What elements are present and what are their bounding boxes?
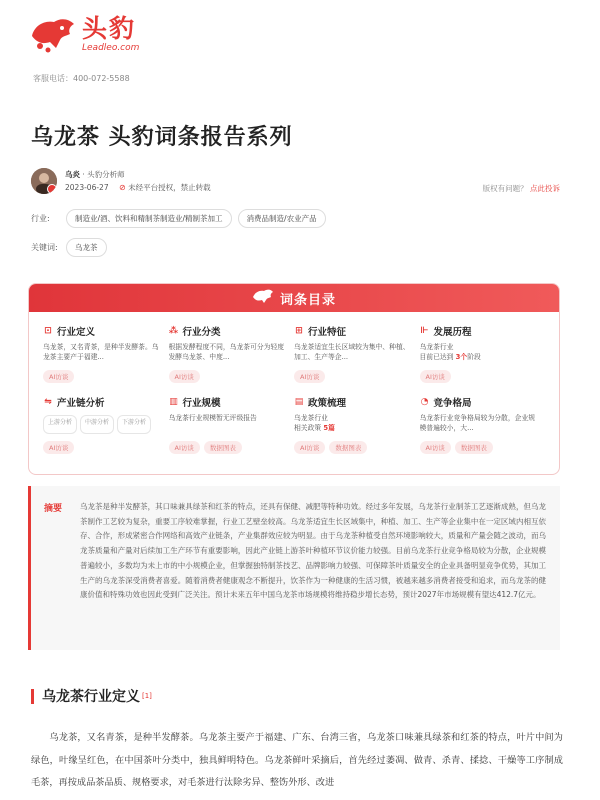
downstream-button[interactable]: 下游分析 — [117, 415, 151, 434]
catalog-item-desc: 乌龙茶行业竞争格局较为分散，企业规模普遍较小，大... — [419, 414, 536, 432]
ai-interview-button[interactable]: AI访谈 — [169, 370, 200, 383]
desc-text: 乌龙茶行业 — [419, 343, 454, 351]
desc-text: 乌龙茶行业 — [294, 414, 328, 422]
features-icon: ⊞ — [295, 326, 303, 336]
leopard-icon — [252, 288, 274, 308]
copyright-report — [483, 183, 560, 194]
definition-icon: ⊡ — [44, 326, 52, 336]
summary-label: 摘要 — [44, 504, 63, 514]
desc-text: 目前已达到 — [419, 353, 456, 361]
data-chart-button[interactable]: 数据图表 — [455, 441, 493, 454]
ai-interview-button[interactable]: AI访谈 — [43, 441, 74, 454]
catalog-item-scale[interactable] — [169, 395, 295, 454]
leopard-logo-icon — [28, 14, 78, 54]
catalog-item-label: 产业链分析 — [57, 398, 105, 409]
catalog-item-desc: 乌龙茶适宜生长区域较为集中、种植、加工、生产等企... — [294, 343, 410, 361]
catalog-item-label: 发展历程 — [433, 327, 472, 338]
avatar[interactable] — [31, 168, 57, 194]
catalog-item-label: 行业分类 — [182, 327, 221, 338]
catalog-item-label: 竞争格局 — [433, 398, 472, 409]
logo[interactable] — [28, 14, 139, 54]
catalog-item-history[interactable] — [420, 324, 546, 383]
page-title: 乌龙茶 头豹词条报告系列 — [31, 125, 293, 150]
midstream-button[interactable]: 中游分析 — [80, 415, 114, 434]
scale-icon: ▥ — [169, 397, 178, 407]
author-name[interactable]: 乌炎 — [65, 170, 80, 179]
catalog-item-label: 政策梳理 — [308, 398, 347, 409]
report-link[interactable]: 点此投诉 — [530, 184, 560, 193]
history-icon: ⊩ — [420, 326, 429, 336]
catalog-item-label: 行业特征 — [308, 327, 347, 338]
desc-text: 阶段 — [467, 353, 481, 361]
industry-tag[interactable]: 消费品制造/农业产品 — [238, 209, 326, 228]
stage-count: 3个 — [455, 353, 468, 361]
site-header — [28, 14, 139, 54]
keyword-row — [31, 238, 113, 257]
customer-hotline: 客服电话：400-072-5588 — [33, 74, 130, 83]
section-accent-bar — [31, 689, 34, 704]
data-chart-button[interactable]: 数据图表 — [329, 441, 367, 454]
catalog-panel — [28, 283, 560, 475]
section-title: 乌龙茶行业定义 — [42, 689, 140, 705]
keyword-tag[interactable]: 乌龙茶 — [66, 238, 107, 257]
publish-date: 2023-06-27 — [65, 183, 109, 192]
author-role: · 头豹分析师 — [82, 170, 125, 179]
industry-row — [31, 209, 332, 228]
catalog-item-chain[interactable] — [43, 395, 169, 454]
keyword-label: 关键词: — [31, 243, 58, 252]
summary-box — [28, 486, 560, 650]
catalog-title: 词条目录 — [279, 292, 336, 308]
ai-interview-button[interactable]: AI访谈 — [43, 370, 74, 383]
report-question: 版权有问题？ — [482, 184, 528, 193]
policy-count: 5篇 — [323, 424, 335, 432]
copyright-notice: 未经平台授权，禁止转载 — [128, 183, 211, 192]
ai-interview-button[interactable]: AI访谈 — [294, 370, 325, 383]
section-heading — [31, 686, 152, 706]
catalog-item-desc — [294, 413, 412, 434]
catalog-header — [29, 284, 559, 312]
logo-url: Leadleo.com — [82, 42, 140, 53]
ai-interview-button[interactable]: AI访谈 — [420, 370, 451, 383]
catalog-item-competition[interactable] — [420, 395, 546, 454]
catalog-item-definition[interactable] — [43, 324, 169, 383]
summary-text: 乌龙茶是种半发酵茶，其口味兼具绿茶和红茶的特点，还具有保健、减肥等特种功效。经过多年发展，乌龙茶行业制茶工艺逐渐成熟，但乌龙茶制作工艺较为复杂，重要工序较难掌握，行业工艺壁垒较高。乌龙茶适宜生长区域集中，种植、加工、生产等企业集中在一定区域内相互依存、合作，形成紧密合作网络和高效产业链条，产业集群效应较为明显。由于乌龙茶种植受自然环境影响较大，质量和产量会随之波动，而乌龙茶质量和产量对后续加工生产环节有重要影响，因此产业链上游茶叶种植环节议价能力较强。目前乌龙茶行业竞争格局较为分散，企业规模普遍较小，多数均为未上市的中小规模企业，但掌握独特制茶技艺、品牌影响力较强、可保障茶叶质量安全的企业具备明显竞争优势，其加工生产的乌龙茶深受消费者喜爱。随着消费者健康观念不断提升，饮茶作为一种健康的生活习惯，被越来越多消费者接受和追求，而乌龙茶的健康价值和特殊功效也因此受到广泛关注。预计未来五年中国乌龙茶市场规模将维持稳步增长态势，预计2027年市场规模有望达412.7亿元。 — [80, 502, 546, 600]
upstream-button[interactable]: 上游分析 — [43, 415, 77, 434]
catalog-item-desc: 乌龙茶行业规模暂无评级报告 — [168, 414, 257, 422]
catalog-item-policy[interactable] — [294, 395, 420, 454]
catalog-item-desc: 根据发酵程度不同，乌龙茶可分为轻度发酵乌龙茶、中度... — [168, 343, 285, 361]
competition-icon: ◔ — [420, 397, 429, 407]
ai-interview-button[interactable]: AI访谈 — [169, 441, 200, 454]
industry-label: 行业: — [31, 214, 50, 223]
author-block — [31, 168, 211, 194]
verified-badge-icon — [47, 184, 57, 194]
policy-icon: ▤ — [294, 397, 304, 407]
catalog-item-desc — [420, 342, 538, 363]
data-chart-button[interactable]: 数据图表 — [204, 441, 242, 454]
catalog-item-desc: 乌龙茶，又名青茶，是种半发酵茶。乌龙茶主要产于福建... — [43, 343, 159, 361]
prohibited-icon: ⊘ — [118, 183, 126, 192]
classification-icon: ⁂ — [168, 326, 179, 336]
catalog-item-label: 行业定义 — [57, 327, 96, 338]
chain-icon: ⇋ — [44, 397, 52, 407]
ai-interview-button[interactable]: AI访谈 — [294, 441, 325, 454]
section-body: 乌龙茶，又名青茶，是种半发酵茶。乌龙茶主要产于福建、广东、台湾三省，乌龙茶口味兼具绿茶和红茶的特点，叶片中间为绿色，叶缘呈红色，在中国茶叶分类中，独具鲜明特色。乌龙茶鲜叶采摘后，首先经过萎凋、做青、杀青、揉捻、干燥等工序制成毛茶，再按成品茶品质、规格要求，对毛茶进行汰除劣异、整饬外形、改进 — [31, 732, 563, 788]
desc-text: 相关政策 — [294, 424, 324, 432]
catalog-item-label: 行业规模 — [182, 398, 221, 409]
logo-text: 头豹 — [82, 13, 137, 43]
reference-link[interactable]: [1] — [142, 692, 152, 700]
industry-tag[interactable]: 制造业/酒、饮料和精制茶制造业/精制茶加工 — [66, 209, 232, 228]
catalog-item-features[interactable] — [294, 324, 420, 383]
ai-interview-button[interactable]: AI访谈 — [420, 441, 451, 454]
catalog-item-classification[interactable] — [169, 324, 295, 383]
